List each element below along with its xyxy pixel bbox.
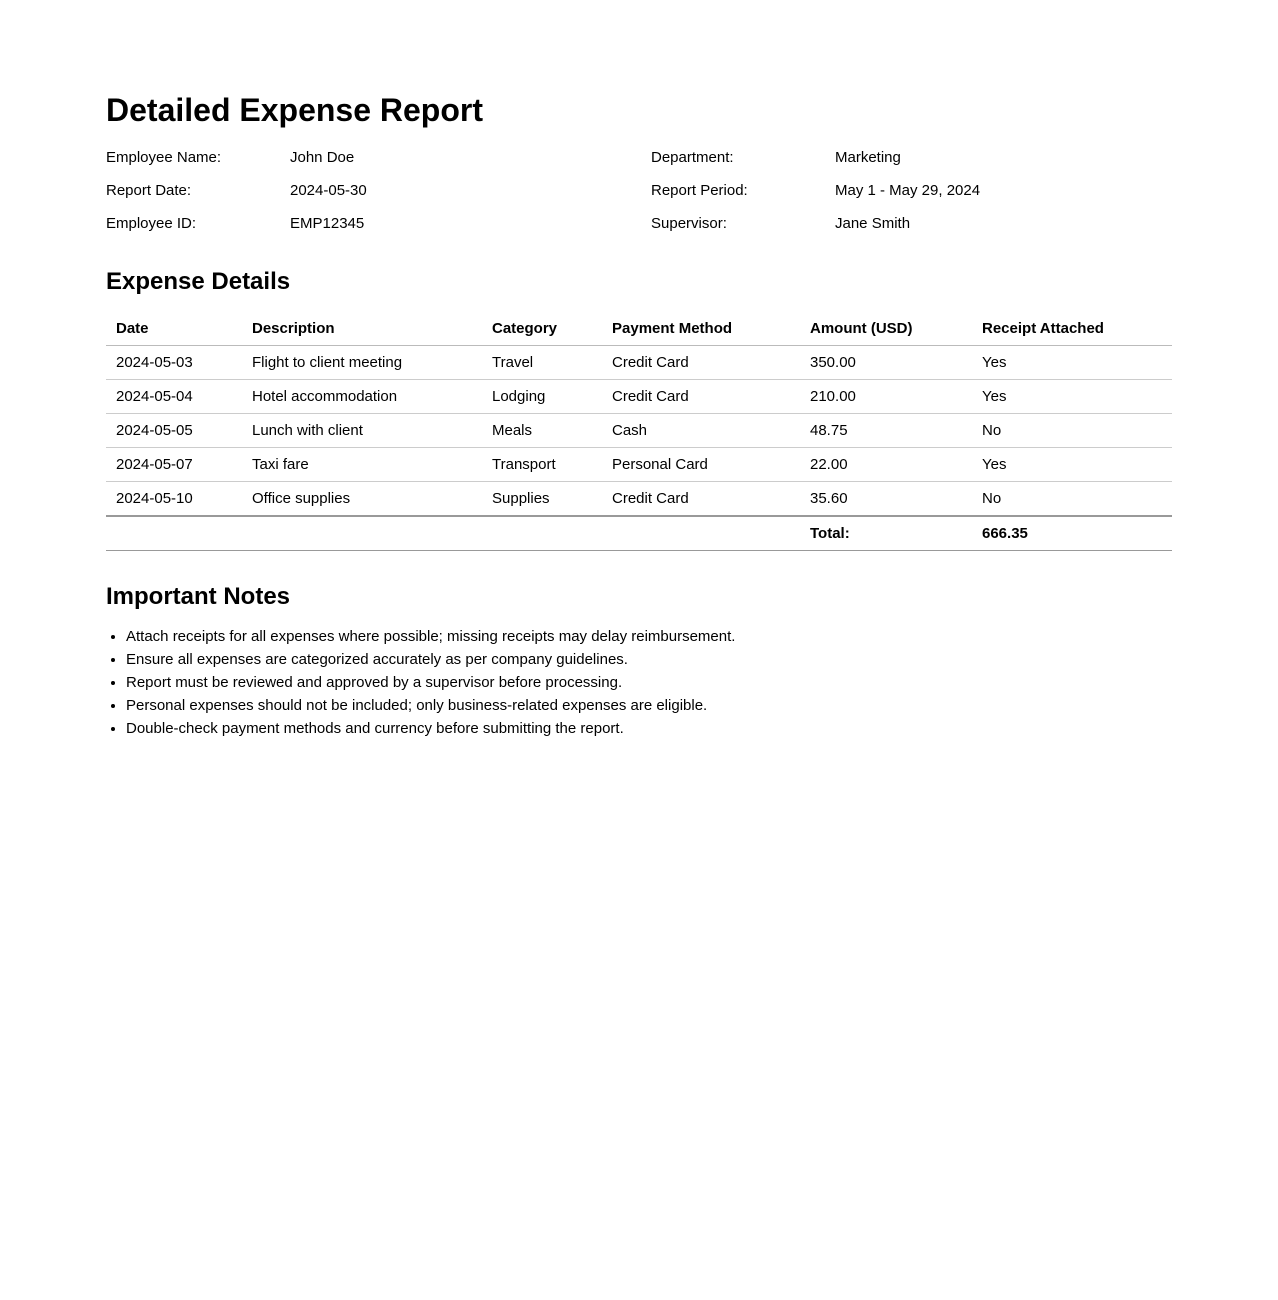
receipt-cell: Yes [972,380,1172,414]
total-label: Total: [800,516,972,551]
table-row [106,482,1172,517]
total-value: 666.35 [972,516,1172,551]
category-cell: Meals [482,414,602,448]
meta-label: Report Period: [651,182,748,199]
description-cell: Taxi fare [242,448,482,482]
meta-row [106,145,1172,178]
supervisor-value: Jane Smith [835,215,911,232]
report-meta [106,145,1172,244]
meta-label: Report Date: [106,182,192,199]
table-header-row [106,312,1172,346]
total-row [106,516,1172,551]
description-cell: Flight to client meeting [242,346,482,380]
date-cell: 2024-05-03 [106,346,242,380]
category-cell: Lodging [482,380,602,414]
category-cell: Travel [482,346,602,380]
category-cell: Supplies [482,482,602,517]
amount-cell: 48.75 [800,414,972,448]
description-cell: Hotel accommodation [242,380,482,414]
list-item: • Personal expenses should not be included; only business-related expenses are eligible. [126,694,735,717]
column-header: Receipt Attached [972,312,1172,346]
amount-cell: 22.00 [800,448,972,482]
date-cell: 2024-05-10 [106,482,242,517]
description-cell: Lunch with client [242,414,482,448]
department-value: Marketing [835,149,901,166]
amount-cell: 35.60 [800,482,972,517]
meta-label: Department: [651,149,734,166]
report-date-value: 2024-05-30 [290,182,367,199]
category-cell: Transport [482,448,602,482]
meta-label: Employee ID: [106,215,197,232]
list-item: • Attach receipts for all expenses where possible; missing receipts may delay reimbursement. [126,625,735,648]
payment-method-cell: Credit Card [602,346,800,380]
amount-cell: 350.00 [800,346,972,380]
meta-label: Supervisor: [651,215,727,232]
notes-list [106,625,735,740]
description-cell: Office supplies [242,482,482,517]
expense-table [106,312,1172,551]
date-cell: 2024-05-04 [106,380,242,414]
table-row [106,414,1172,448]
column-header: Payment Method [602,312,800,346]
column-header: Amount (USD) [800,312,972,346]
amount-cell: 210.00 [800,380,972,414]
list-item: • Report must be reviewed and approved by a supervisor before processing. [126,671,735,694]
payment-method-cell: Credit Card [602,380,800,414]
receipt-cell: No [972,482,1172,517]
receipt-cell: Yes [972,448,1172,482]
payment-method-cell: Credit Card [602,482,800,517]
expense-details-heading: Expense Details [106,268,291,295]
meta-row [106,211,1172,244]
column-header: Description [242,312,482,346]
column-header: Category [482,312,602,346]
table-row [106,380,1172,414]
table-row [106,448,1172,482]
payment-method-cell: Cash [602,414,800,448]
list-item: • Double-check payment methods and currency before submitting the report. [126,717,735,740]
list-item: • Ensure all expenses are categorized accurately as per company guidelines. [126,648,735,671]
receipt-cell: No [972,414,1172,448]
payment-method-cell: Personal Card [602,448,800,482]
column-header: Date [106,312,242,346]
important-notes-heading: Important Notes [106,583,291,610]
employee-id-value: EMP12345 [290,215,365,232]
meta-label: Employee Name: [106,149,222,166]
meta-row [106,178,1172,211]
employee-name-value: John Doe [290,149,355,166]
receipt-cell: Yes [972,346,1172,380]
date-cell: 2024-05-05 [106,414,242,448]
table-row [106,346,1172,380]
date-cell: 2024-05-07 [106,448,242,482]
report-period-value: May 1 - May 29, 2024 [835,182,981,199]
page-title: Detailed Expense Report [106,92,483,128]
